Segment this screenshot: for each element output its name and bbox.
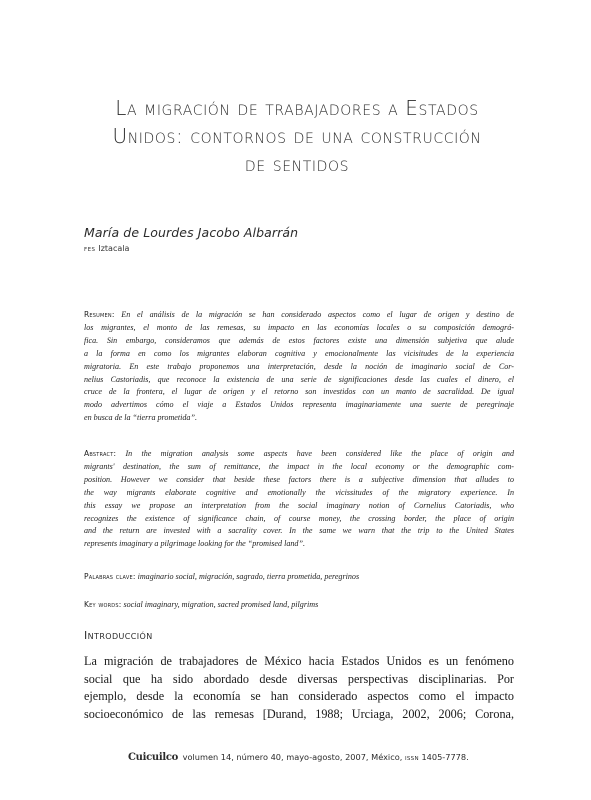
resumen-block — [84, 309, 514, 425]
footer-citation: volumen 14, número 40, mayo-agosto, 2007, México, — [182, 752, 403, 762]
abstract-text: In the migration analysis some aspects have been considered like the place of origin and — [125, 449, 514, 458]
body-line: La migración de trabajadores de México hacia Estados Unidos es un fenómeno — [84, 654, 514, 668]
issn-label: ISSN — [404, 756, 419, 762]
affiliation-prefix: FES — [84, 247, 96, 253]
body-line: social que ha sido abordado desde diversas perspectivas disciplinarias. Por — [84, 671, 514, 686]
abstract-line: the way migrants elaborate cognitive and emotionally the vicissitudes of the migratory experience. In — [84, 487, 514, 497]
palabras-clave-text: imaginario social, migración, sagrado, tierra prometida, peregrinos — [137, 572, 360, 581]
abstract-line: and the return are invested with a sacrality cover. In the same we warn that the trip to the United States — [84, 526, 514, 536]
resumen-line: cruce de la frontera, el lugar de origen y el retorno son investidos con un manto de sacralidad. De igual — [84, 387, 514, 397]
title-line: La migración de trabajadores a Estados — [115, 96, 479, 120]
author-affiliation — [84, 244, 129, 253]
resumen-line: migratoria. En este trabajo proponemos una interpretación, desde la noción de imaginario social de Cor- — [84, 361, 514, 371]
affiliation-name: Iztacala — [98, 244, 130, 253]
body-line: ejemplo, desde la economía se han considerado aspectos como el impacto — [84, 689, 514, 704]
resumen-line — [84, 309, 514, 322]
resumen-label: Resumen: — [84, 310, 115, 319]
key-words — [84, 600, 514, 609]
resumen-line: los migrantes, el monto de las remesas, su impacto en las economías locales o su composición demográ- — [84, 322, 514, 332]
section-heading: Introducción — [84, 629, 153, 642]
abstract-line: recognizes the existence of significance chain, of course money, the crossing border, the place of origin — [84, 513, 514, 523]
abstract-line — [84, 448, 514, 461]
palabras-clave-label: Palabras clave: — [84, 572, 136, 581]
abstract-line: represents imaginary a pilgrimage looking for the “promised land”. — [84, 539, 305, 549]
abstract-line: position. However we consider that beside these factors there is a subjective dimension that alludes to — [84, 474, 514, 484]
abstract-label: Abstract: — [84, 449, 117, 458]
journal-logo: Cuicuilco — [128, 752, 179, 763]
title-line: Unidos: contornos de una construcción — [112, 124, 482, 148]
issn-number: 1405-7778. — [421, 752, 469, 762]
body-text — [84, 653, 514, 723]
resumen-text: En el análisis de la migración se han considerado aspectos como el lugar de origen y destino de — [121, 310, 514, 319]
palabras-clave — [84, 572, 514, 581]
resumen-line: a la forma en como los migrantes elaboran cognitiva y emocionalmente las vicisitudes de la experiencia — [84, 348, 514, 358]
resumen-line: nelius Castoriadis, que reconoce la existencia de una serie de significaciones desde las cuales el dinero, el — [84, 374, 514, 384]
title-line: de sentidos — [244, 152, 350, 176]
page-footer — [128, 752, 469, 763]
resumen-line: en busca de la “tierra prometida”. — [84, 413, 198, 423]
resumen-line: fica. Sin embargo, consideramos que además de estos factores existe una dimensión subjetiva que alude — [84, 335, 514, 345]
abstract-block — [84, 448, 514, 551]
abstract-line: this essay we propose an interpretation from the social imaginary notion of Cornelius Catoriadis, who — [84, 500, 514, 510]
key-words-text: social imaginary, migration, sacred promised land, pilgrims — [123, 600, 319, 609]
abstract-line: migrants' destination, the sum of remittance, the impact in the local economy or the demographic com- — [84, 461, 514, 471]
author-name: María de Lourdes Jacobo Albarrán — [84, 225, 299, 240]
body-line: socioeconómico de las remesas [Durand, 1988; Urciaga, 2002, 2006; Corona, — [84, 706, 514, 721]
article-title — [60, 94, 534, 178]
key-words-label: Key words: — [84, 600, 122, 609]
resumen-line: modo advertimos cómo el viaje a Estados Unidos representa imaginariamente una suerte de peregrinaje — [84, 400, 514, 410]
